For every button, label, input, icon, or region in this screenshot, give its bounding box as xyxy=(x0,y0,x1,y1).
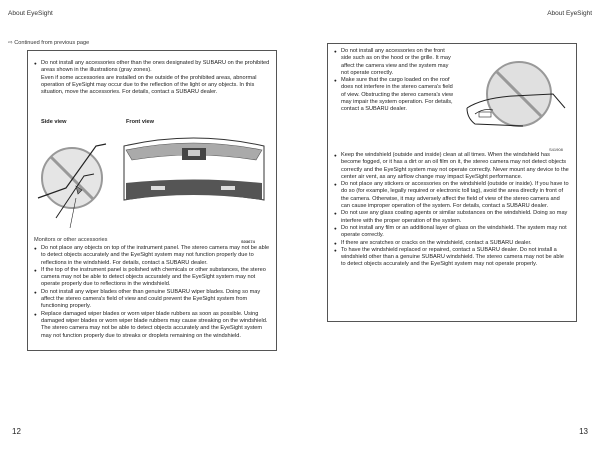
list-item: ● Make sure that the cargo loaded on the roof does not interfere in the stereo camera's field of view. Obstructing the stereo camera's view may impair the system operation. For details, contact a SUBARU dealer. xyxy=(334,77,454,113)
list-item: ● Do not install any wiper blades other than genuine SUBARU wiper blades. Doing so may affect the stereo camera's field of view and could prevent the EyeSight system from functioning properly. xyxy=(34,289,270,311)
intro-paragraph: Even if some accessories are installed on the outside of the prohibited areas, abnormal operation of EyeSight may occur due to the reflection of the light or any objects. In this situation, move the accessories. For details, contact a SUBARU dealer. xyxy=(41,74,257,96)
top-bullet-list xyxy=(334,48,454,114)
figure-code: S41908 xyxy=(549,147,563,152)
list-item: ● Do not use any glass coating agents or similar substances on the windshield. Doing so may interfere with the proper operation of the system. xyxy=(334,210,570,225)
bullet-list xyxy=(34,245,270,340)
figure-code: S03674 xyxy=(241,239,255,244)
list-item: ● If there are scratches or cracks on the windshield, contact a SUBARU dealer. xyxy=(334,240,570,247)
list-item: ● Do not place any stickers or accessories on the windshield (outside or inside). If you have to do so (for example, legally required or electronic toll tag), avoid the area directly in front of the camera. Otherwise, it may adversely affect the field of view of the stereo camera and can cause improper operation of the system. For details, contact a SUBARU dealer. xyxy=(334,181,570,210)
figure-caption: Monitors or other accessories xyxy=(34,237,108,243)
car-front-illustration xyxy=(453,52,573,148)
right-page xyxy=(300,0,600,450)
continued-note: ⇨ Continued from previous page xyxy=(8,40,90,46)
front-view-illustration xyxy=(116,128,271,228)
list-item: ● If the top of the instrument panel is polished with chemicals or other substances, the stereo camera may not be able to detect objects accurately and the EyeSight system may not operate properly due to reflections in the windshield. xyxy=(34,267,270,289)
list-item: ● Keep the windshield (outside and inside) clean at all times. When the windshield has become fogged, or it has a dirt or an oil film on it, the stereo camera may not detect objects correctly and the EyeSight system may not operate correctly. Never mount any device to the center air vent, as any airflow change may impact EyeSight performance. xyxy=(334,152,570,181)
side-view-illustration xyxy=(36,128,116,234)
intro-block xyxy=(34,60,270,96)
list-item: ● Do not install any accessories on the front side such as on the hood or the grille. It may affect the camera view and the system may not operate correctly. xyxy=(334,48,454,77)
list-item: ● Do not install any film or an additional layer of glass on the windshield. The system may not operate correctly. xyxy=(334,225,570,240)
page-header-title: About EyeSight xyxy=(547,10,592,17)
list-item: ● Replace damaged wiper blades or worn wiper blade rubbers as soon as possible. Using damaged wiper blades or worn wiper blade rubbers may cause streaking on the windshield. The stereo camera may not be able to detect objects accurately and the EyeSight system may not function properly due to streaks or droplets remaining on the windshield. xyxy=(34,311,270,340)
front-view-label: Front view xyxy=(126,119,154,125)
list-item: ● Do not place any objects on top of the instrument panel. The stereo camera may not be able to detect objects accurately and the EyeSight system may not function properly due to reflections in the windshield. For details, contact a SUBARU dealer. xyxy=(34,245,270,267)
page-header-title: About EyeSight xyxy=(8,10,53,17)
warning-box xyxy=(327,43,577,322)
side-view-label: Side view xyxy=(41,119,67,125)
page-number: 13 xyxy=(579,427,588,436)
list-item: ● Do not install any accessories other than the ones designated by SUBARU on the prohibited areas shown in the illustrations (gray zones). xyxy=(34,60,270,75)
list-item: ● To have the windshield replaced or repaired, contact a SUBARU dealer. Do not install a windshield other than a genuine SUBARU windshield. The stereo camera may not be able to detect objects accurately and the EyeSight system may not operate properly. xyxy=(334,247,570,269)
bullet-list xyxy=(334,152,570,269)
page-number: 12 xyxy=(12,427,21,436)
warning-box xyxy=(27,50,277,351)
